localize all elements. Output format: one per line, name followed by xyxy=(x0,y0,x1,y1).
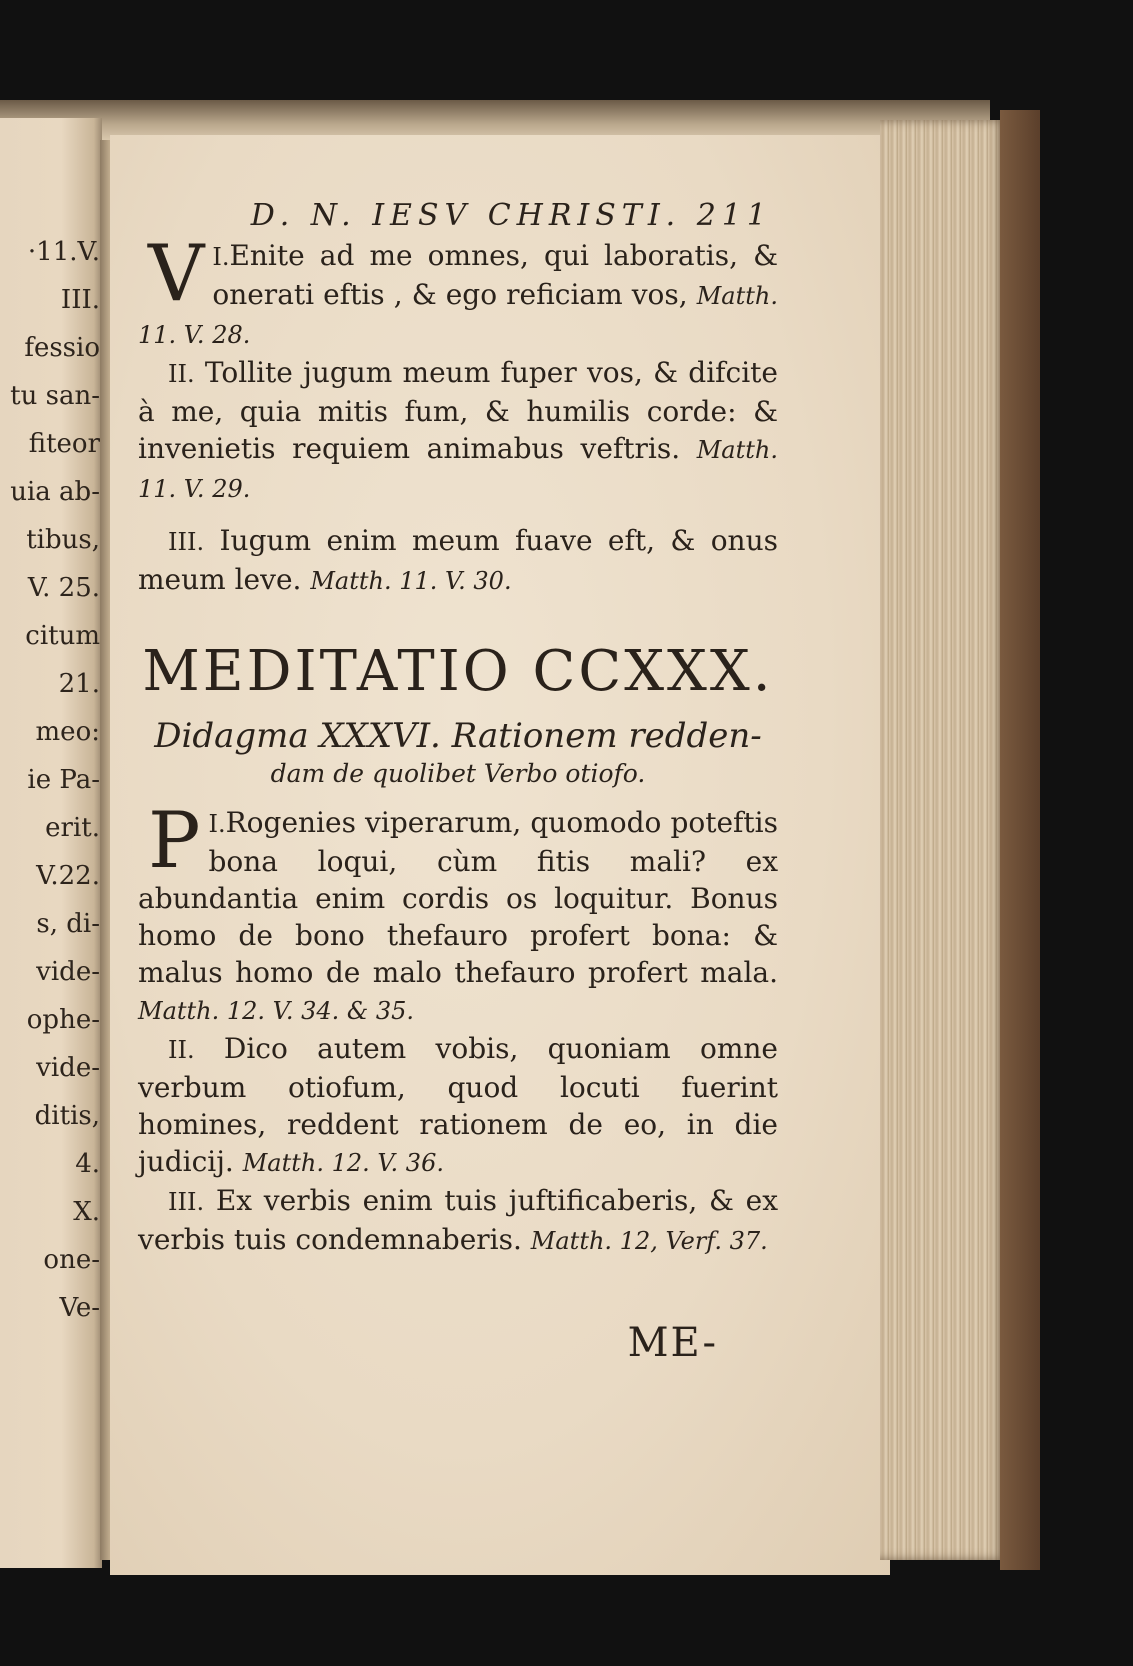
left-margin-line: 4. xyxy=(75,1149,100,1179)
drop-cap: V xyxy=(148,229,205,319)
left-margin-line: tu san- xyxy=(10,381,100,411)
left-margin-line: ditis, xyxy=(34,1101,100,1131)
left-margin-line: meo: xyxy=(35,717,100,747)
left-margin-line: one- xyxy=(43,1245,100,1275)
top-page-edge xyxy=(0,100,990,140)
verse xyxy=(138,229,778,354)
left-margin-line: citum xyxy=(25,621,100,651)
catchword: ME- xyxy=(627,1320,718,1366)
verse-number: I. xyxy=(212,243,230,271)
verse xyxy=(138,796,778,1030)
left-margin-line: ie Pa- xyxy=(27,765,100,795)
left-margin-line: vide- xyxy=(36,1053,100,1083)
verse xyxy=(138,522,778,600)
left-page-fragment xyxy=(0,118,102,1568)
left-margin-text xyxy=(4,228,100,1332)
verse-text: Enite ad me omnes, qui laboratis, & onerati eftis , & ego reficiam vos, xyxy=(212,239,778,311)
verses-bottom xyxy=(138,796,778,1260)
verse xyxy=(138,1182,778,1260)
verse-number: II. xyxy=(168,360,195,388)
verse-number: I. xyxy=(208,810,226,838)
verse-number: II. xyxy=(168,1036,195,1064)
left-margin-line: 21. xyxy=(58,669,100,699)
book-cover-edge xyxy=(1000,110,1040,1570)
left-margin-line: fessio xyxy=(24,333,100,363)
drop-cap: P xyxy=(148,796,201,886)
meditation-title: MEDITATIO CCXXX. xyxy=(142,639,774,704)
left-margin-line: ·11.V. xyxy=(27,237,100,267)
left-margin-line: tibus, xyxy=(26,525,100,555)
verse xyxy=(138,1030,778,1182)
left-margin-line: V.22. xyxy=(36,861,100,891)
running-header: D. N. IESV CHRISTI. 211 xyxy=(250,198,772,233)
verse-text: Ex verbis enim tuis juftificaberis, & ex verbis tuis condemnaberis. xyxy=(138,1184,778,1256)
verse-text: Iugum enim meum fuave eft, & onus meum leve. xyxy=(138,524,778,596)
verse-text: Rogenies viperarum, quomodo poteftis bona loqui, cùm fitis mali? ex abundantia enim cordis os loquitur. Bonus homo de bono thefauro profert bona: & malus homo de malo thefauro profert mala. xyxy=(138,806,778,989)
verse-text: Dico autem vobis, quoniam omne verbum otiofum, quod locuti fuerint homines, reddent rationem de eo, in die judicij. xyxy=(138,1032,778,1178)
left-margin-line: X. xyxy=(73,1197,100,1227)
left-margin-line: s, di- xyxy=(36,909,100,939)
verse-text: Tollite jugum meum fuper vos, & difcite à me, quia mitis fum, & humilis corde: & invenietis requiem animabus veftris. xyxy=(138,356,778,465)
didagma-subtitle-continued: dam de quolibet Verbo otiofo. xyxy=(270,759,646,788)
verse-number: III. xyxy=(168,1188,205,1216)
verses-top xyxy=(138,229,778,600)
left-margin-line: vide- xyxy=(36,957,100,987)
left-margin-line: III. xyxy=(60,285,100,315)
verse-reference: Matth. 11. V. 30. xyxy=(310,567,512,595)
page-text xyxy=(138,195,778,1366)
left-margin-line: Ve- xyxy=(59,1293,100,1323)
left-margin-line: fiteor xyxy=(28,429,100,459)
verse xyxy=(138,354,778,508)
verse-reference: Matth. 12. V. 36. xyxy=(242,1149,444,1177)
verse-reference: Matth. 11. V. 29. xyxy=(138,436,778,503)
didagma-subtitle: Didagma XXXVI. Rationem redden- xyxy=(154,716,762,756)
left-margin-line: V. 25. xyxy=(27,573,100,603)
verse-reference: Matth. 12. V. 34. & 35. xyxy=(138,997,415,1025)
verse-number: III. xyxy=(168,528,205,556)
page-edges xyxy=(880,120,1005,1560)
verse-reference: Matth. 11. V. 28. xyxy=(138,282,778,349)
left-margin-line: uia ab- xyxy=(10,477,100,507)
verse-reference: Matth. 12, Verf. 37. xyxy=(530,1227,768,1255)
left-margin-line: ophe- xyxy=(26,1005,100,1035)
left-margin-line: erit. xyxy=(45,813,100,843)
